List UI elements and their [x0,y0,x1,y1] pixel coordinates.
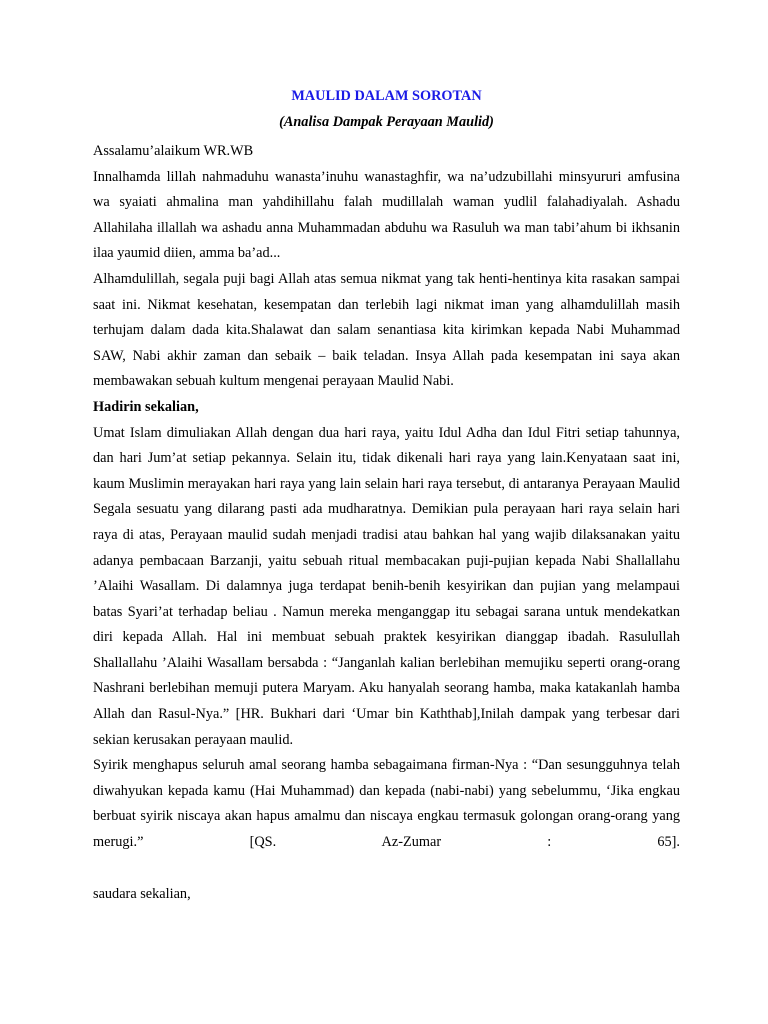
gratitude-paragraph: Alhamdulillah, segala puji bagi Allah atas semua nikmat yang tak henti-hentinya kita rasakan sampai saat ini. Nikmat kesehatan, kesempatan dan terlebih lagi nikmat iman yang alhamdulillah masih terhujam dalam dada kita.Shalawat dan salam senantiasa kita kirimkan kepada Nabi Muhammad SAW, Nabi akhir zaman dan sebaik – baik teladan. Insya Allah pada kesempatan ini saya akan membawakan sebuah kultum mengenai perayaan Maulid Nabi. [93,270,680,390]
closing-address: saudara sekalian, [93,885,191,902]
document-title: MAULID DALAM SOROTAN [291,88,482,104]
paragraph-spacer [93,856,680,882]
quran-quote-paragraph: Syirik menghapus seluruh amal seorang hamba sebagaimana firman-Nya : “Dan sesungguhnya telah diwahyukan kepada kamu (Hai Muhammad) dan kepada (nabi-nabi) yang sebelummu, ‘Jika engkau berbuat syirik niscaya akan hapus amalmu dan niscaya engkau termasuk golongan orang-orang yang merugi.” [QS. Az-Zumar : 65]. [93,757,680,851]
document-page [93,83,680,907]
section-heading: Hadirin sekalian, [93,398,199,415]
opening-prayer-paragraph: Innalhamda lillah nahmaduhu wanasta’inuhu wanastaghfir, wa na’udzubillahi minsyururi amfusina wa syaiati ahmalina man yahdihillahu falah mudillalah waman yudlil falahadiyalah. Ashadu Allahilaha illallah wa ashadu anna Muhammadan abduhu wa Rasuluh wa man tabi’ahum bi ikhsanin ilaa yaumid diien, amma ba’ad... [93,168,680,262]
body-paragraph: Umat Islam dimuliakan Allah dengan dua hari raya, yaitu Idul Adha dan Idul Fitri setiap tahunnya, dan hari Jum’at setiap pekannya. Selain itu, tidak dikenali hari raya yang lain.Kenyataan saat ini, kaum Muslimin merayakan hari raya yang lain selain hari raya tersebut, di antaranya Perayaan Maulid Segala sesuatu yang dilarang pasti ada mudharatnya. Demikian pula perayaan hari raya selain hari raya di atas, Perayaan maulid sudah menjadi tradisi atau bahkan hal yang wajib dilaksanakan yaitu adanya pembacaan Barzanji, yaitu sebuah ritual membacakan puji-pujian kepada Nabi Shallallahu ’Alaihi Wasallam. Di dalamnya juga terdapat benih-benih kesyirikan dan pujian yang melampaui batas Syari’at terhadap beliau . Namun mereka menganggap itu sebagai sarana untuk mendekatkan diri kepada Allah. Hal ini membuat sebuah praktek kesyirikan dianggap ibadah. Rasulullah Shallallahu ’Alaihi Wasallam bersabda : “Janganlah kalian berlebihan memujiku seperti orang-orang Nashrani berlebihan memuji putera Maryam. Aku hanyalah seorang hamba, maka katakanlah hamba Allah dan Rasul-Nya.” [HR. Bukhari dari ‘Umar bin Kaththab],Inilah dampak yang terbesar dari sekian kerusakan perayaan maulid. [93,424,680,748]
document-subtitle: (Analisa Dampak Perayaan Maulid) [279,114,494,130]
greeting-paragraph: Assalamu’alaikum WR.WB [93,143,254,159]
